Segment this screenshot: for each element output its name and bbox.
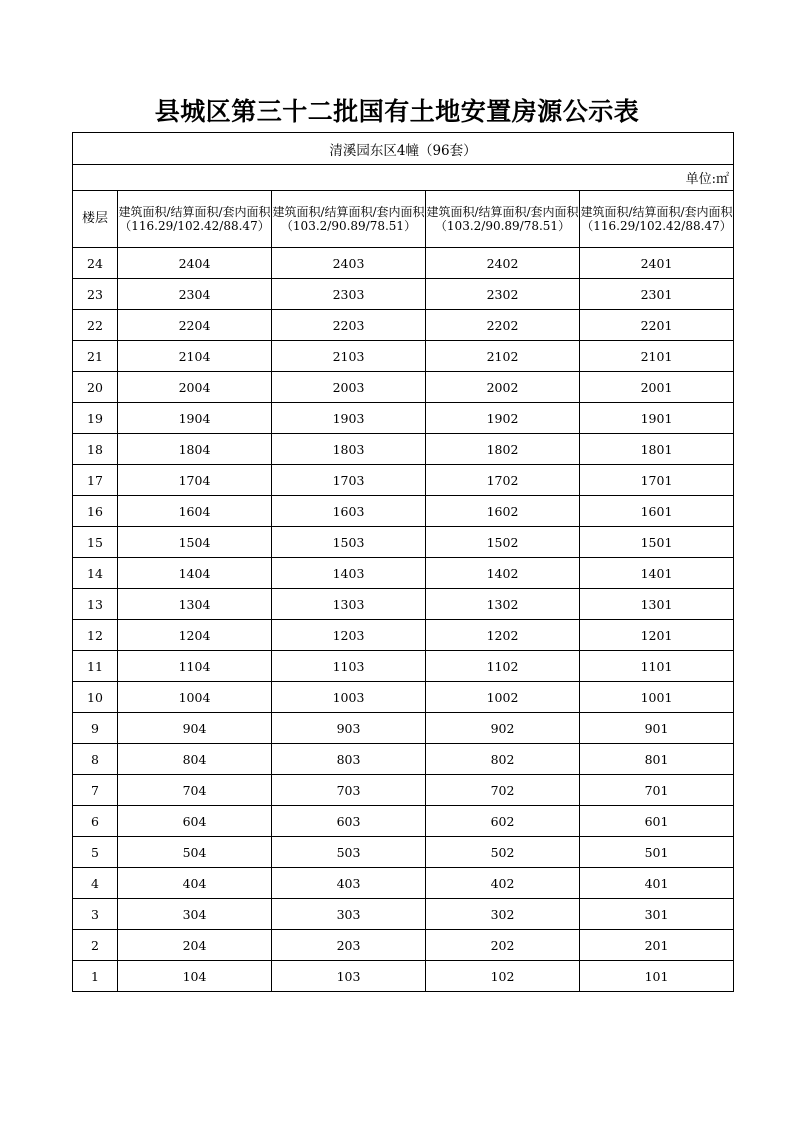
unit-cell: 2403 — [272, 248, 426, 279]
unit-cell: 704 — [118, 775, 272, 806]
column-header-dims: （103.2/90.89/78.51） — [434, 219, 571, 233]
table-row — [73, 558, 734, 589]
unit-cell: 1203 — [272, 620, 426, 651]
unit-cell: 2304 — [118, 279, 272, 310]
floor-column-header: 楼层 — [73, 191, 118, 248]
unit-cell: 2102 — [426, 341, 580, 372]
floor-cell: 6 — [73, 806, 118, 837]
table-row — [73, 899, 734, 930]
table-row — [73, 930, 734, 961]
unit-cell: 1704 — [118, 465, 272, 496]
unit-cell: 2104 — [118, 341, 272, 372]
unit-cell: 1104 — [118, 651, 272, 682]
unit-cell: 501 — [580, 837, 734, 868]
unit-cell: 1302 — [426, 589, 580, 620]
unit-cell: 2404 — [118, 248, 272, 279]
floor-cell: 17 — [73, 465, 118, 496]
page-title: 县城区第三十二批国有土地安置房源公示表 — [154, 97, 640, 126]
floor-cell: 9 — [73, 713, 118, 744]
floor-cell: 10 — [73, 682, 118, 713]
unit-cell: 1702 — [426, 465, 580, 496]
floor-cell: 23 — [73, 279, 118, 310]
unit-cell: 702 — [426, 775, 580, 806]
unit-cell: 1901 — [580, 403, 734, 434]
unit-cell: 1103 — [272, 651, 426, 682]
table-row — [73, 248, 734, 279]
unit-cell: 1904 — [118, 403, 272, 434]
unit-cell: 1304 — [118, 589, 272, 620]
unit-cell: 1403 — [272, 558, 426, 589]
column-header — [118, 191, 272, 248]
unit-cell: 1504 — [118, 527, 272, 558]
unit-label: 单位:㎡ — [73, 165, 734, 191]
unit-cell: 101 — [580, 961, 734, 992]
table-row — [73, 868, 734, 899]
floor-cell: 5 — [73, 837, 118, 868]
unit-cell: 503 — [272, 837, 426, 868]
unit-cell: 1604 — [118, 496, 272, 527]
unit-cell: 904 — [118, 713, 272, 744]
unit-cell: 103 — [272, 961, 426, 992]
unit-cell: 1101 — [580, 651, 734, 682]
unit-cell: 2003 — [272, 372, 426, 403]
unit-cell: 602 — [426, 806, 580, 837]
unit-cell: 2303 — [272, 279, 426, 310]
table-row — [73, 837, 734, 868]
floor-cell: 11 — [73, 651, 118, 682]
unit-cell: 1602 — [426, 496, 580, 527]
unit-cell: 1603 — [272, 496, 426, 527]
unit-cell: 1303 — [272, 589, 426, 620]
unit-cell: 2301 — [580, 279, 734, 310]
column-header — [272, 191, 426, 248]
floor-cell: 14 — [73, 558, 118, 589]
unit-cell: 1204 — [118, 620, 272, 651]
unit-cell: 1703 — [272, 465, 426, 496]
table-row — [73, 341, 734, 372]
floor-cell: 16 — [73, 496, 118, 527]
column-header-label: 建筑面积/结算面积/套内面积 — [426, 205, 579, 219]
unit-cell: 901 — [580, 713, 734, 744]
unit-cell: 1301 — [580, 589, 734, 620]
floor-cell: 12 — [73, 620, 118, 651]
floor-cell: 15 — [73, 527, 118, 558]
table-row — [73, 310, 734, 341]
table-row — [73, 775, 734, 806]
unit-cell: 502 — [426, 837, 580, 868]
table-row — [73, 713, 734, 744]
table-row — [73, 279, 734, 310]
floor-cell: 3 — [73, 899, 118, 930]
floor-cell: 20 — [73, 372, 118, 403]
unit-cell: 403 — [272, 868, 426, 899]
unit-cell: 1804 — [118, 434, 272, 465]
unit-cell: 2002 — [426, 372, 580, 403]
unit-cell: 1503 — [272, 527, 426, 558]
unit-cell: 203 — [272, 930, 426, 961]
unit-cell: 1202 — [426, 620, 580, 651]
unit-cell: 1902 — [426, 403, 580, 434]
unit-cell: 402 — [426, 868, 580, 899]
column-header-label: 建筑面积/结算面积/套内面积 — [118, 205, 271, 219]
unit-cell: 1404 — [118, 558, 272, 589]
floor-cell: 13 — [73, 589, 118, 620]
unit-cell: 1501 — [580, 527, 734, 558]
table-row — [73, 434, 734, 465]
unit-cell: 701 — [580, 775, 734, 806]
unit-cell: 1802 — [426, 434, 580, 465]
unit-cell: 2203 — [272, 310, 426, 341]
table-row — [73, 961, 734, 992]
header-row — [73, 191, 734, 248]
unit-cell: 1001 — [580, 682, 734, 713]
unit-cell: 903 — [272, 713, 426, 744]
table-row — [73, 651, 734, 682]
table-row — [73, 465, 734, 496]
column-header-dims: （103.2/90.89/78.51） — [280, 219, 417, 233]
floor-cell: 18 — [73, 434, 118, 465]
unit-cell: 2401 — [580, 248, 734, 279]
unit-cell: 302 — [426, 899, 580, 930]
table-row — [73, 372, 734, 403]
unit-cell: 2004 — [118, 372, 272, 403]
unit-cell: 201 — [580, 930, 734, 961]
unit-cell: 1903 — [272, 403, 426, 434]
unit-cell: 703 — [272, 775, 426, 806]
floor-cell: 1 — [73, 961, 118, 992]
unit-cell: 601 — [580, 806, 734, 837]
table-row — [73, 589, 734, 620]
floor-cell: 22 — [73, 310, 118, 341]
unit-cell: 202 — [426, 930, 580, 961]
unit-cell: 2103 — [272, 341, 426, 372]
table-row — [73, 496, 734, 527]
unit-cell: 603 — [272, 806, 426, 837]
unit-cell: 104 — [118, 961, 272, 992]
unit-cell: 1502 — [426, 527, 580, 558]
column-header-label: 建筑面积/结算面积/套内面积 — [272, 205, 425, 219]
housing-table — [72, 132, 734, 992]
unit-cell: 1803 — [272, 434, 426, 465]
unit-cell: 2402 — [426, 248, 580, 279]
unit-cell: 404 — [118, 868, 272, 899]
unit-cell: 2101 — [580, 341, 734, 372]
column-header — [580, 191, 734, 248]
table-row — [73, 744, 734, 775]
unit-cell: 1201 — [580, 620, 734, 651]
unit-cell: 803 — [272, 744, 426, 775]
table-row — [73, 620, 734, 651]
floor-cell: 4 — [73, 868, 118, 899]
column-header-dims: （116.29/102.42/88.47） — [119, 219, 270, 233]
table-row — [73, 682, 734, 713]
floor-cell: 21 — [73, 341, 118, 372]
unit-cell: 1801 — [580, 434, 734, 465]
unit-cell: 1003 — [272, 682, 426, 713]
floor-cell: 19 — [73, 403, 118, 434]
building-name: 清溪园东区4幢（96套） — [73, 133, 734, 165]
unit-cell: 2201 — [580, 310, 734, 341]
unit-cell: 604 — [118, 806, 272, 837]
unit-cell: 504 — [118, 837, 272, 868]
unit-cell: 2204 — [118, 310, 272, 341]
unit-cell: 1002 — [426, 682, 580, 713]
unit-cell: 1601 — [580, 496, 734, 527]
table-row — [73, 806, 734, 837]
floor-cell: 24 — [73, 248, 118, 279]
unit-cell: 801 — [580, 744, 734, 775]
unit-cell: 1402 — [426, 558, 580, 589]
table-row — [73, 527, 734, 558]
column-header-label: 建筑面积/结算面积/套内面积 — [580, 205, 733, 219]
unit-cell: 802 — [426, 744, 580, 775]
table-row — [73, 403, 734, 434]
unit-cell: 303 — [272, 899, 426, 930]
unit-cell: 1004 — [118, 682, 272, 713]
unit-cell: 2001 — [580, 372, 734, 403]
unit-cell: 804 — [118, 744, 272, 775]
unit-cell: 204 — [118, 930, 272, 961]
floor-cell: 8 — [73, 744, 118, 775]
column-header-dims: （116.29/102.42/88.47） — [581, 219, 732, 233]
floor-cell: 7 — [73, 775, 118, 806]
column-header — [426, 191, 580, 248]
unit-cell: 102 — [426, 961, 580, 992]
unit-cell: 2302 — [426, 279, 580, 310]
unit-cell: 2202 — [426, 310, 580, 341]
unit-cell: 401 — [580, 868, 734, 899]
unit-cell: 301 — [580, 899, 734, 930]
floor-cell: 2 — [73, 930, 118, 961]
unit-cell: 304 — [118, 899, 272, 930]
unit-cell: 1102 — [426, 651, 580, 682]
unit-cell: 1701 — [580, 465, 734, 496]
unit-cell: 902 — [426, 713, 580, 744]
unit-cell: 1401 — [580, 558, 734, 589]
